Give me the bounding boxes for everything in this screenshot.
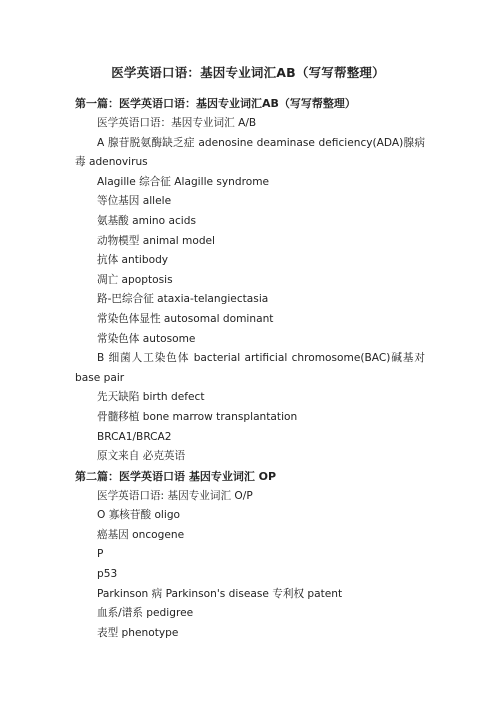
paragraph-line: 路-巴综合征 ataxia-telangiectasia — [97, 293, 269, 306]
paragraph-line: p53 — [97, 568, 118, 581]
paragraph-line: 血系/谱系 pedigree — [97, 607, 194, 620]
paragraph-line: 医学英语口语：基因专业词汇 A/B — [97, 117, 257, 129]
paragraph-line: 先天缺陷 birth defect — [97, 391, 205, 404]
paragraph-line: B 细菌人工染色体 bacterial artificial chromosome(BAC)碱基对 base pair — [75, 352, 425, 384]
paragraph-line: 等位基因 allele — [97, 195, 172, 208]
paragraph-line: 骨髓移植 bone marrow transplantation — [97, 410, 298, 423]
paragraph-line: 常染色体 autosome — [97, 332, 196, 345]
paragraph-line: A 腺苷脱氨酶缺乏症 adenosine deaminase deficiency(ADA)腺病毒 adenovirus — [75, 136, 425, 169]
paragraph-line: Alagille 综合征 Alagille syndrome — [97, 175, 270, 188]
section-heading-2: 第二篇：医学英语口语 基因专业词汇 OP — [75, 469, 277, 483]
paragraph-line: 凋亡 apoptosis — [97, 273, 173, 286]
paragraph-line: 原文来自 必克英语 — [97, 450, 186, 463]
paragraph-line: BRCA1/BRCA2 — [97, 430, 172, 443]
section-heading-1: 第一篇：医学英语口语：基因专业词汇AB（写写帮整理） — [75, 97, 356, 110]
paragraph-line: 癌基因 oncogene — [97, 528, 185, 541]
paragraph-line: P — [97, 548, 104, 561]
document-body — [75, 94, 425, 643]
paragraph-line: 抗体 antibody — [97, 254, 169, 267]
paragraph-line: 医学英语口语: 基因专业词汇 O/P — [97, 489, 253, 502]
paragraph-line: O 寡核苷酸 oligo — [97, 509, 181, 522]
document-title: 医学英语口语：基因专业词汇AB（写写帮整理） — [111, 65, 385, 80]
paragraph-line: 表型 phenotype — [97, 626, 179, 639]
paragraph-line: 氨基酸 amino acids — [97, 214, 196, 227]
paragraph-line: 动物模型 animal model — [97, 234, 215, 247]
paragraph-line: Parkinson 病 Parkinson's disease 专利权 patent — [97, 587, 343, 600]
paragraph-line: 常染色体显性 autosomal dominant — [97, 312, 274, 325]
